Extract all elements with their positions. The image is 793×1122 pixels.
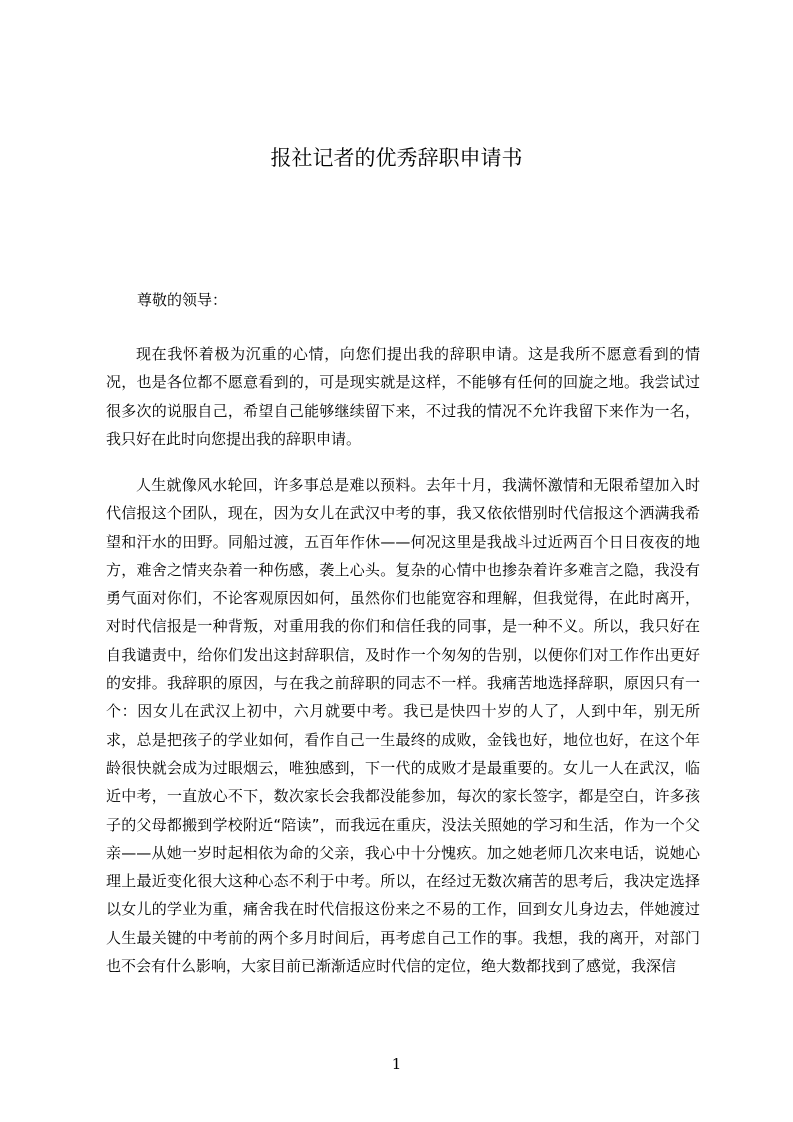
page-number: 1 — [391, 1055, 402, 1073]
paragraph-1: 现在我怀着极为沉重的心情，向您们提出我的辞职申请。这是我所不愿意看到的情况，也是各位都不愿意看到的，可是现实就是这样，不能够有任何的回旋之地。我尝试过很多次的说服自己，希望自己能够继续留下来，不过我的情况不允许我留下来作为一名，我只好在此时向您提出我的辞职申请。 — [106, 345, 700, 448]
paragraph-2: 人生就像风水轮回，许多事总是难以预料。去年十月，我满怀激情和无限希望加入时代信报这个团队，现在，因为女儿在武汉中考的事，我又依依惜别时代信报这个洒满我希望和汗水的田野。同船过渡，五百年作休——何况这里是我战斗过近两百个日日夜夜的地方，难舍之情夹杂着一种伤感，袭上心头。复杂的心情中也掺杂着许多难言之隐，我没有勇气面对你们，不论客观原因如何，虽然你们也能宽容和理解，但我觉得，在此时离开，对时代信报是一种背叛，对重用我的你们和信任我的同事，是一种不义。所以，我只好在自我谴责中，给你们发出这封辞职信，及时作一个匆匆的告别，以便你们对工作作出更好的安排。我辞职的原因，与在我之前辞职的同志不一样。我痛苦地选择辞职，原因只有一个：因女儿在武汉上初中，六月就要中考。我已是快四十岁的人了，人到中年，别无所求，总是把孩子的学业如何，看作自己一生最终的成败，金钱也好，地位也好，在这个年龄很快就会成为过眼烟云，唯独感到，下一代的成败才是最重要的。女儿一人在武汉，临近中考，一直放心不下，数次家长会我都没能参加，每次的家长签字，都是空白，许多孩子的父母都搬到学校附近“陪读”，而我远在重庆，没法关照她的学习和生活，作为一个父亲——从她一岁时起相依为命的父亲，我心中十分愧疚。加之她老师几次来电话，说她心理上最近变化很大这种心态不利于中考。所以，在经过无数次痛苦的思考后，我决定选择以女儿的学业为重，痛舍我在时代信报这份来之不易的工作，回到女儿身边去，伴她渡过人生最关键的中考前的两个多月时间后，再考虑自己工作的事。我想，我的离开，对部门也不会有什么影响，大家目前已渐渐适应时代信的定位，绝大数都找到了感觉，我深信 — [106, 476, 700, 976]
salutation: 尊敬的领导： — [137, 291, 228, 309]
document-title: 报社记者的优秀辞职申请书 — [270, 146, 523, 170]
